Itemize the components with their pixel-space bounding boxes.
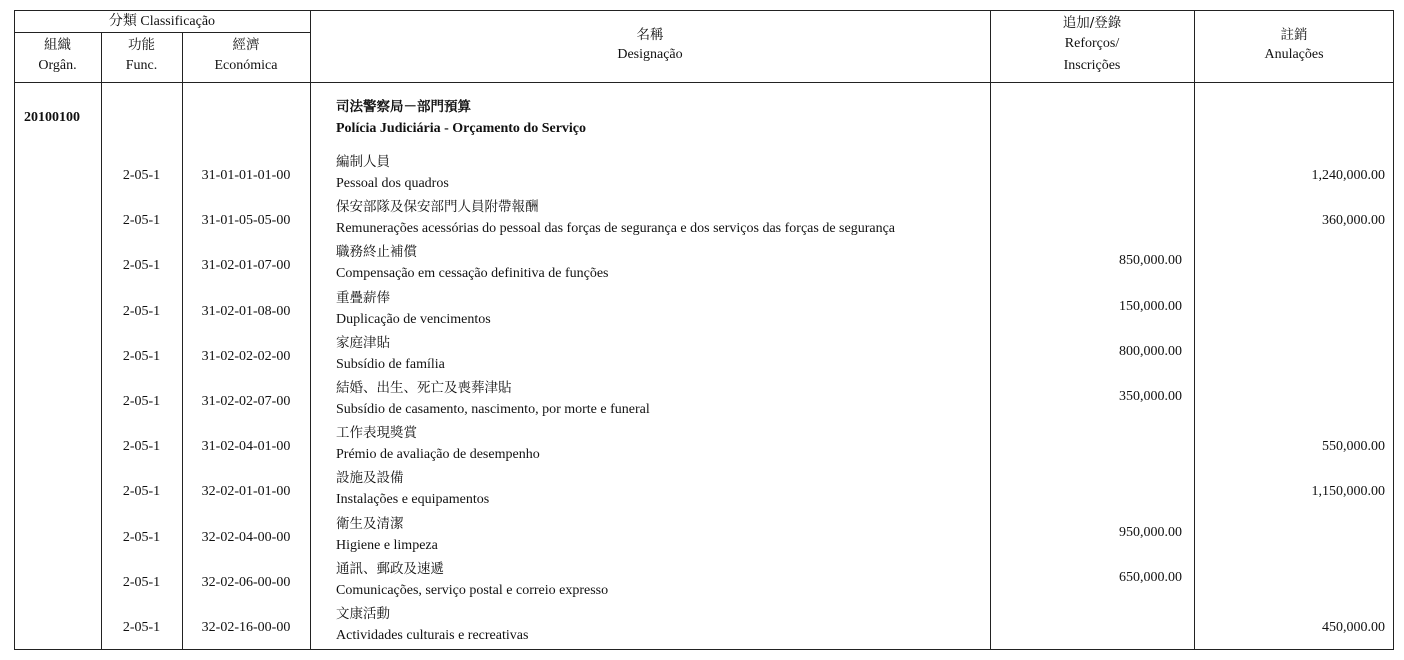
col-rule-left [14, 10, 15, 650]
header-classification: 分類 Classificação [108, 14, 216, 29]
header-reforcos-zh: 追加/登錄 [1062, 15, 1122, 31]
row-function-code: 2-05-1 [122, 484, 161, 499]
row-reforco-amount: 950,000.00 [1119, 525, 1182, 540]
row-description-pt: Prémio de avaliação de desempenho [336, 447, 540, 462]
table-top-border [14, 10, 1394, 11]
row-description-pt: Actividades culturais e recreativas [336, 628, 529, 643]
row-economic-code: 32-02-01-01-00 [201, 484, 291, 499]
row-description-zh: 工作表現獎賞 [336, 425, 417, 441]
col-rule-econ [310, 10, 311, 650]
row-description-pt: Subsídio de família [336, 357, 445, 372]
header-org-zh: 組織 [44, 37, 71, 53]
row-description-pt: Remunerações acessórias do pessoal das forças de segurança e dos serviços das forças de segurança [336, 221, 895, 236]
row-reforco-amount: 800,000.00 [1119, 344, 1182, 359]
classification-divider [14, 32, 310, 33]
row-reforco-amount: 350,000.00 [1119, 389, 1182, 404]
header-inscricoes-pt: Inscrições [1063, 58, 1121, 73]
row-description-pt: Instalações e equipamentos [336, 492, 490, 507]
row-description-zh: 通訊、郵政及速遞 [336, 561, 444, 577]
row-description-zh: 衛生及清潔 [336, 516, 404, 532]
row-description-zh: 職務終止補償 [336, 244, 417, 260]
row-economic-code: 32-02-06-00-00 [201, 575, 291, 590]
row-anulacao-amount: 450,000.00 [1322, 620, 1385, 635]
row-economic-code: 31-01-01-01-00 [201, 168, 291, 183]
row-anulacao-amount: 1,240,000.00 [1311, 168, 1385, 183]
col-rule-right [1393, 10, 1394, 650]
section-title-zh: 司法警察局－部門預算 [336, 99, 471, 115]
row-description-zh: 結婚、出生、死亡及喪葬津貼 [336, 380, 512, 396]
header-func-pt: Func. [125, 58, 158, 73]
row-economic-code: 32-02-04-00-00 [201, 530, 291, 545]
row-function-code: 2-05-1 [122, 304, 161, 319]
header-anulacoes-pt: Anulações [1264, 47, 1324, 62]
row-economic-code: 31-02-01-08-00 [201, 304, 291, 319]
section-code: 20100100 [24, 110, 80, 125]
row-function-code: 2-05-1 [122, 530, 161, 545]
col-rule-func [182, 32, 183, 650]
budget-table [14, 10, 1394, 650]
row-description-zh: 重疊薪俸 [336, 290, 390, 306]
row-reforco-amount: 650,000.00 [1119, 570, 1182, 585]
row-description-zh: 家庭津貼 [336, 335, 390, 351]
row-economic-code: 31-01-05-05-00 [201, 213, 291, 228]
header-econ-zh: 經濟 [232, 37, 260, 53]
row-function-code: 2-05-1 [122, 394, 161, 409]
row-reforco-amount: 150,000.00 [1119, 299, 1182, 314]
header-designation-pt: Designação [617, 47, 683, 62]
row-function-code: 2-05-1 [122, 349, 161, 364]
row-description-pt: Comunicações, serviço postal e correio expresso [336, 583, 609, 598]
row-economic-code: 31-02-01-07-00 [201, 258, 291, 273]
row-description-zh: 文康活動 [336, 606, 390, 622]
row-description-pt: Subsídio de casamento, nascimento, por morte e funeral [336, 402, 650, 417]
col-rule-org [101, 32, 102, 650]
row-reforco-amount: 850,000.00 [1119, 253, 1182, 268]
row-description-pt: Compensação em cessação definitiva de funções [336, 266, 609, 281]
row-function-code: 2-05-1 [122, 620, 161, 635]
col-rule-ref [1194, 10, 1195, 650]
row-function-code: 2-05-1 [122, 258, 161, 273]
row-anulacao-amount: 550,000.00 [1322, 439, 1385, 454]
row-anulacao-amount: 360,000.00 [1322, 213, 1385, 228]
row-function-code: 2-05-1 [122, 439, 161, 454]
row-function-code: 2-05-1 [122, 575, 161, 590]
row-description-pt: Pessoal dos quadros [336, 176, 449, 191]
row-description-pt: Higiene e limpeza [336, 538, 438, 553]
header-divider [14, 82, 1394, 83]
row-economic-code: 31-02-02-02-00 [201, 349, 291, 364]
header-func-zh: 功能 [128, 37, 155, 53]
row-description-zh: 編制人員 [336, 154, 390, 170]
row-function-code: 2-05-1 [122, 213, 161, 228]
col-rule-desig [990, 10, 991, 650]
row-function-code: 2-05-1 [122, 168, 161, 183]
row-description-zh: 設施及設備 [336, 470, 404, 486]
row-description-pt: Duplicação de vencimentos [336, 312, 491, 327]
row-economic-code: 32-02-16-00-00 [201, 620, 291, 635]
header-designation-zh: 名稱 [636, 27, 664, 43]
header-reforcos-pt: Reforços/ [1064, 36, 1120, 51]
row-anulacao-amount: 1,150,000.00 [1311, 484, 1385, 499]
header-org-pt: Orgân. [38, 58, 77, 73]
section-title-pt: Polícia Judiciária - Orçamento do Serviço [336, 121, 587, 136]
row-description-zh: 保安部隊及保安部門人員附帶報酬 [336, 199, 539, 215]
row-economic-code: 31-02-04-01-00 [201, 439, 291, 454]
header-anulacoes-zh: 註銷 [1280, 27, 1308, 43]
table-bottom-border [14, 649, 1394, 650]
header-econ-pt: Económica [214, 58, 278, 73]
row-economic-code: 31-02-02-07-00 [201, 394, 291, 409]
